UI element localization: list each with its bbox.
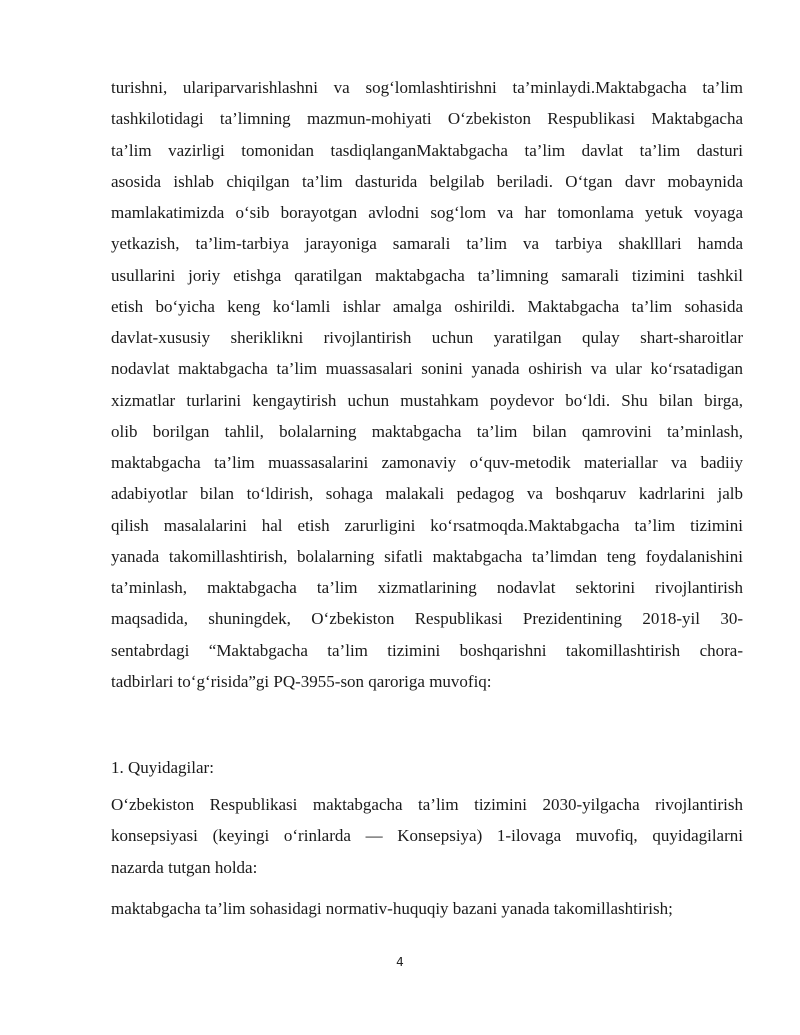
paragraph-line: tadbirlari to‘g‘risida”gi PQ-3955-son qaroriga muvofiq: [111,671,492,691]
paragraph-line: nazarda tutgan holda: [111,857,258,877]
paragraph-line: xizmatlar turlarini kengaytirish uchun mustahkam poydevor bo‘ldi. Shu bilan birga, [111,390,743,410]
paragraph-line: etish bo‘yicha keng ko‘lamli ishlar amalga oshirildi. Maktabgacha ta’lim sohasida [111,296,743,316]
page-number: 4 [396,955,404,969]
paragraph-line: turishni, ulariparvarishlashni va sog‘lomlashtirishni ta’minlaydi.Maktabgacha ta’lim [111,78,743,97]
paragraph-2 [111,789,743,883]
paragraph-line: tashkilotidagi ta’limning mazmun-mohiyati O‘zbekiston Respublikasi Maktabgacha [111,109,743,129]
paragraph-line: qilish masalalarini hal etish zarurligini ko‘rsatmoqda.Maktabgacha ta’lim tizimini [111,515,743,535]
paragraph-line: maktabgacha ta’lim muassasalarini zamonaviy o‘quv-metodik materiallar va badiiy [111,453,743,472]
paragraph-line: olib borilgan tahlil, bolalarning maktabgacha ta’lim bilan qamrovini ta’minlash, [111,421,743,441]
paragraph-1 [111,72,743,697]
paragraph-line: maqsadida, shuningdek, O‘zbekiston Respublikasi Prezidentining 2018-yil 30- [111,609,743,629]
paragraph-line: asosida ishlab chiqilgan ta’lim dasturida belgilab beriladi. O‘tgan davr mobaynida [111,171,743,191]
paragraph-line: konsepsiyasi (keyingi o‘rinlarda — Konsepsiya) 1-ilovaga muvofiq, quyidagilarni [111,826,743,846]
paragraph-line: yanada takomillashtirish, bolalarning sifatli maktabgacha ta’limdan teng foydalanishini [111,546,743,566]
paragraph-line: adabiyotlar bilan to‘ldirish, sohaga malakali pedagog va boshqaruv kadrlarini jalb [111,484,743,504]
paragraph-line: nodavlat maktabgacha ta’lim muassasalari sonini yanada oshirish va ular ko‘rsatadigan [111,359,743,379]
paragraph-line: davlat-xususiy sheriklikni rivojlantirish uchun yaratilgan qulay shart-sharoitlar [111,328,743,347]
paragraph-line: ta’lim vazirligi tomonidan tasdiqlanganMaktabgacha ta’lim davlat ta’lim dasturi [111,140,743,160]
document-page [111,72,743,924]
paragraph-line: sentabrdagi “Maktabgacha ta’lim tizimini boshqarishni takomillashtirish chora- [111,640,743,660]
paragraph-line: usullarini joriy etishga qaratilgan maktabgacha ta’limning samarali tizimini tashkil [111,265,743,285]
paragraph-line: ta’minlash, maktabgacha ta’lim xizmatlarining nodavlat sektorini rivojlantirish [111,578,743,597]
paragraph-line: mamlakatimizda o‘sib borayotgan avlodni sog‘lom va har tomonlama yetuk voyaga [111,203,743,222]
paragraph-spacer [111,697,743,752]
paragraph-3: maktabgacha ta’lim sohasidagi normativ-huquqiy bazani yanada takomillashtirish; [111,898,673,918]
paragraph-line: O‘zbekiston Respublikasi maktabgacha ta’lim tizimini 2030-yilgacha rivojlantirish [111,795,743,814]
paragraph-line: yetkazish, ta’lim-tarbiya jarayoniga samarali ta’lim va tarbiya shaklllari hamda [111,234,743,254]
section-heading: 1. Quyidagilar: [111,758,214,777]
